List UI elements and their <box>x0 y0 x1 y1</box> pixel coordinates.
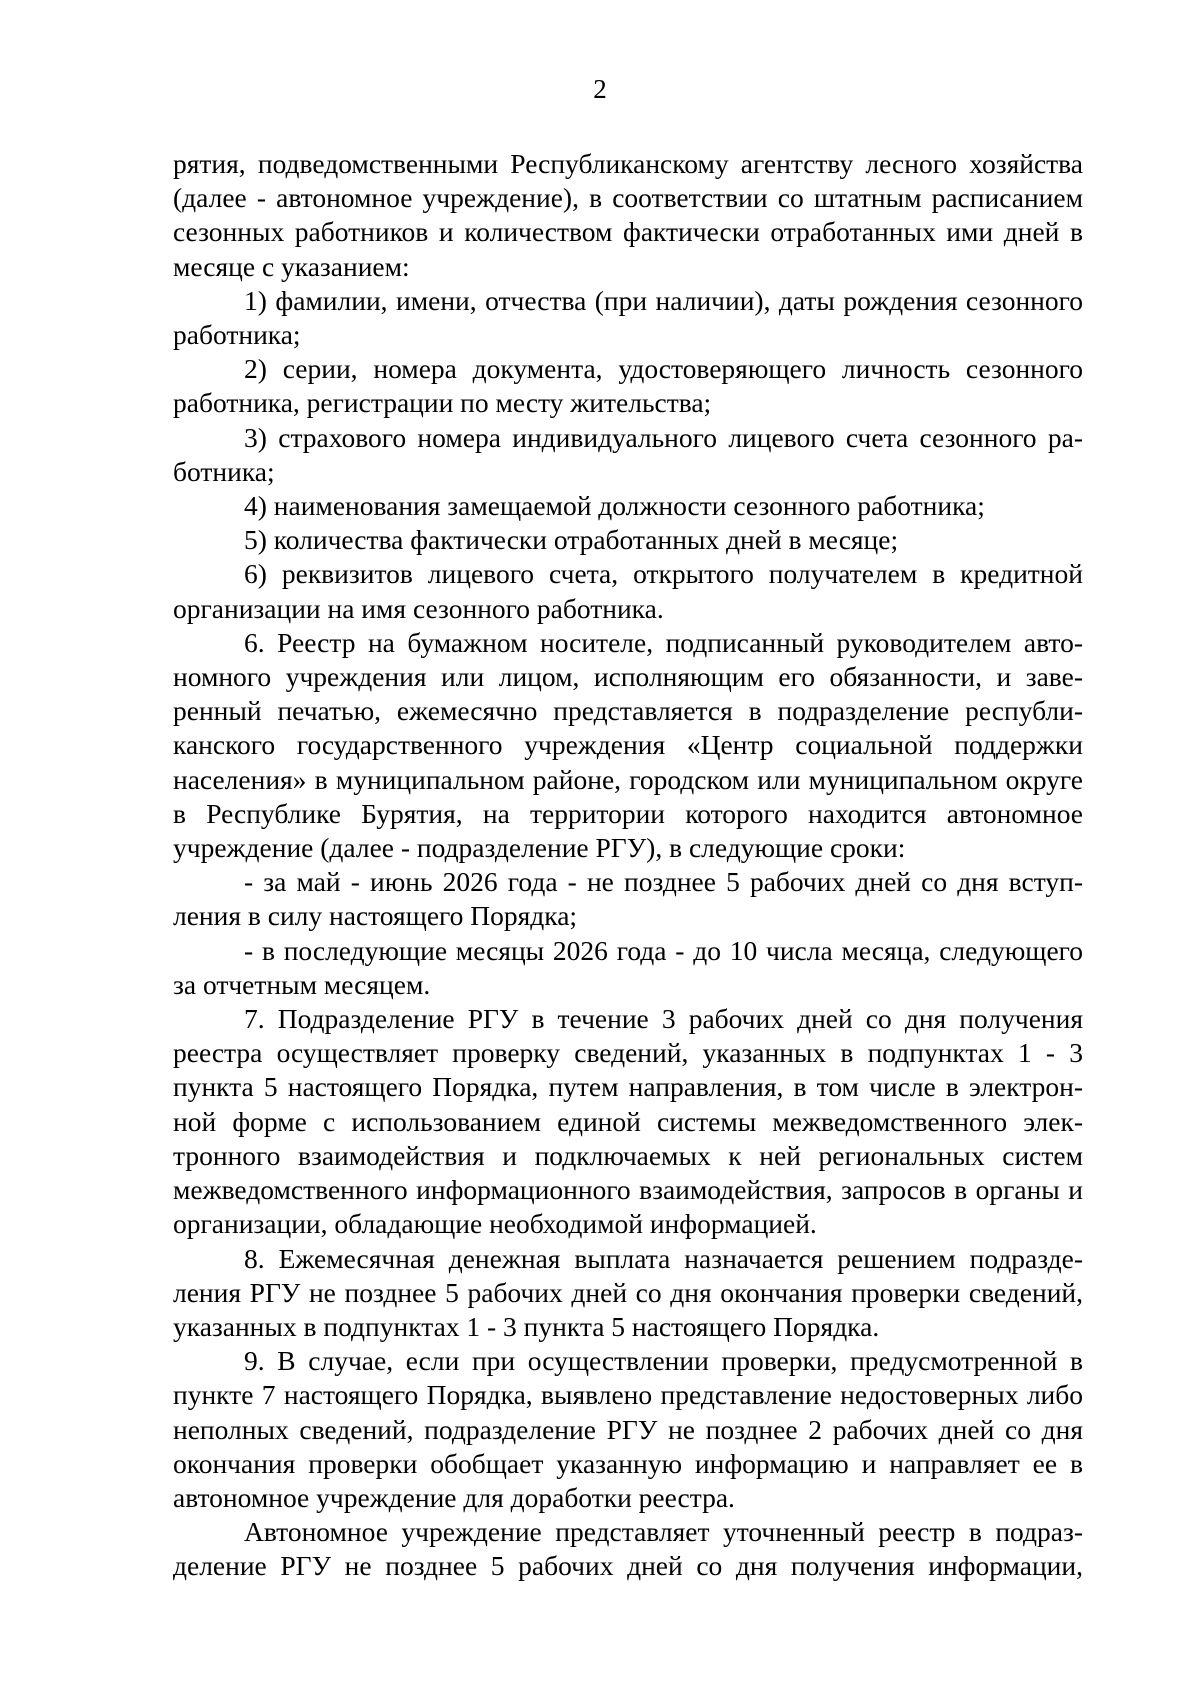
list-item: 1) фамилии, имени, отчества (при наличии), даты рождения сезонного работника; <box>173 284 1083 351</box>
list-item: 6) реквизитов лицевого счета, открытого получателем в кредитной организации на имя сезонного работника. <box>173 558 1083 624</box>
paragraph: 8. Ежемесячная денежная выплата назначается решением подразделения РГУ не позднее 5 рабочих дней со дня окончания проверки сведений, указанных в подпунктах 1 - 3 пункта 5 настоящего Порядка. <box>173 1242 1083 1342</box>
paragraph: Автономное учреждение представляет уточненный реестр в подразделение РГУ не позднее 5 рабочих дней со дня получения информации, <box>173 1516 1083 1582</box>
paragraph: 7. Подразделение РГУ в течение 3 рабочих дней со дня получения реестра осуществляет проверку сведений, указанных в подпунктах 1 - 3 пункта 5 настоящего Порядка, путем направления, в том числе в электронной форме с использованием единой системы межведомственного электронного взаимодействия и подключаемых к ней региональных систем межведомственного информационного взаимодействия, запросов в органы и организации, обладающие необходимой информацией. <box>173 1003 1083 1240</box>
list-item: 5) количества фактически отработанных дней в месяце; <box>244 524 899 556</box>
paragraph: 9. В случае, если при осуществлении проверки, предусмотренной в пункте 7 настоящего Порядка, выявлено представление недостоверных либо неполных сведений, подразделение РГУ не позднее 2 рабочих дней со дня окончания проверки обобщает указанную информацию и направляет ее в автономное учреждение для доработки реестра. <box>173 1345 1083 1513</box>
paragraph: рятия, подведомственными Республиканскому агентству лесного хозяйства (далее - автономное учреждение), в соответствии со штатным расписанием сезонных работников и количеством фактически отработанных ими дней в месяце с указанием: <box>173 148 1083 282</box>
list-item: 4) наименования замещаемой должности сезонного работника; <box>244 490 985 522</box>
document-body <box>173 147 1083 1584</box>
paragraph: 6. Реестр на бумажном носителе, подписанный руководителем автономного учреждения или лицом, исполняющим его обязанности, и заверенный печатью, ежемесячно представляется в подразделение республиканского государственного учреждения «Центр социальной поддержки населения» в муниципальном районе, городском или муниципальном округе в Республике Бурятия, на территории которого находится автономное учреждение (далее - подразделение РГУ), в следующие сроки: <box>173 626 1083 864</box>
list-item: - за май - июнь 2026 года - не позднее 5 рабочих дней со дня вступления в силу настоящего Порядка; <box>173 866 1083 932</box>
page-number: 2 <box>593 74 607 104</box>
list-item: 2) серии, номера документа, удостоверяющего личность сезонного работника, регистрации по месту жительства; <box>173 353 1083 419</box>
list-item: 3) страхового номера индивидуального лицевого счета сезонного работника; <box>173 421 1083 487</box>
list-item: - в последующие месяцы 2026 года - до 10 числа месяца, следующего за отчетным месяцем. <box>173 934 1083 1000</box>
